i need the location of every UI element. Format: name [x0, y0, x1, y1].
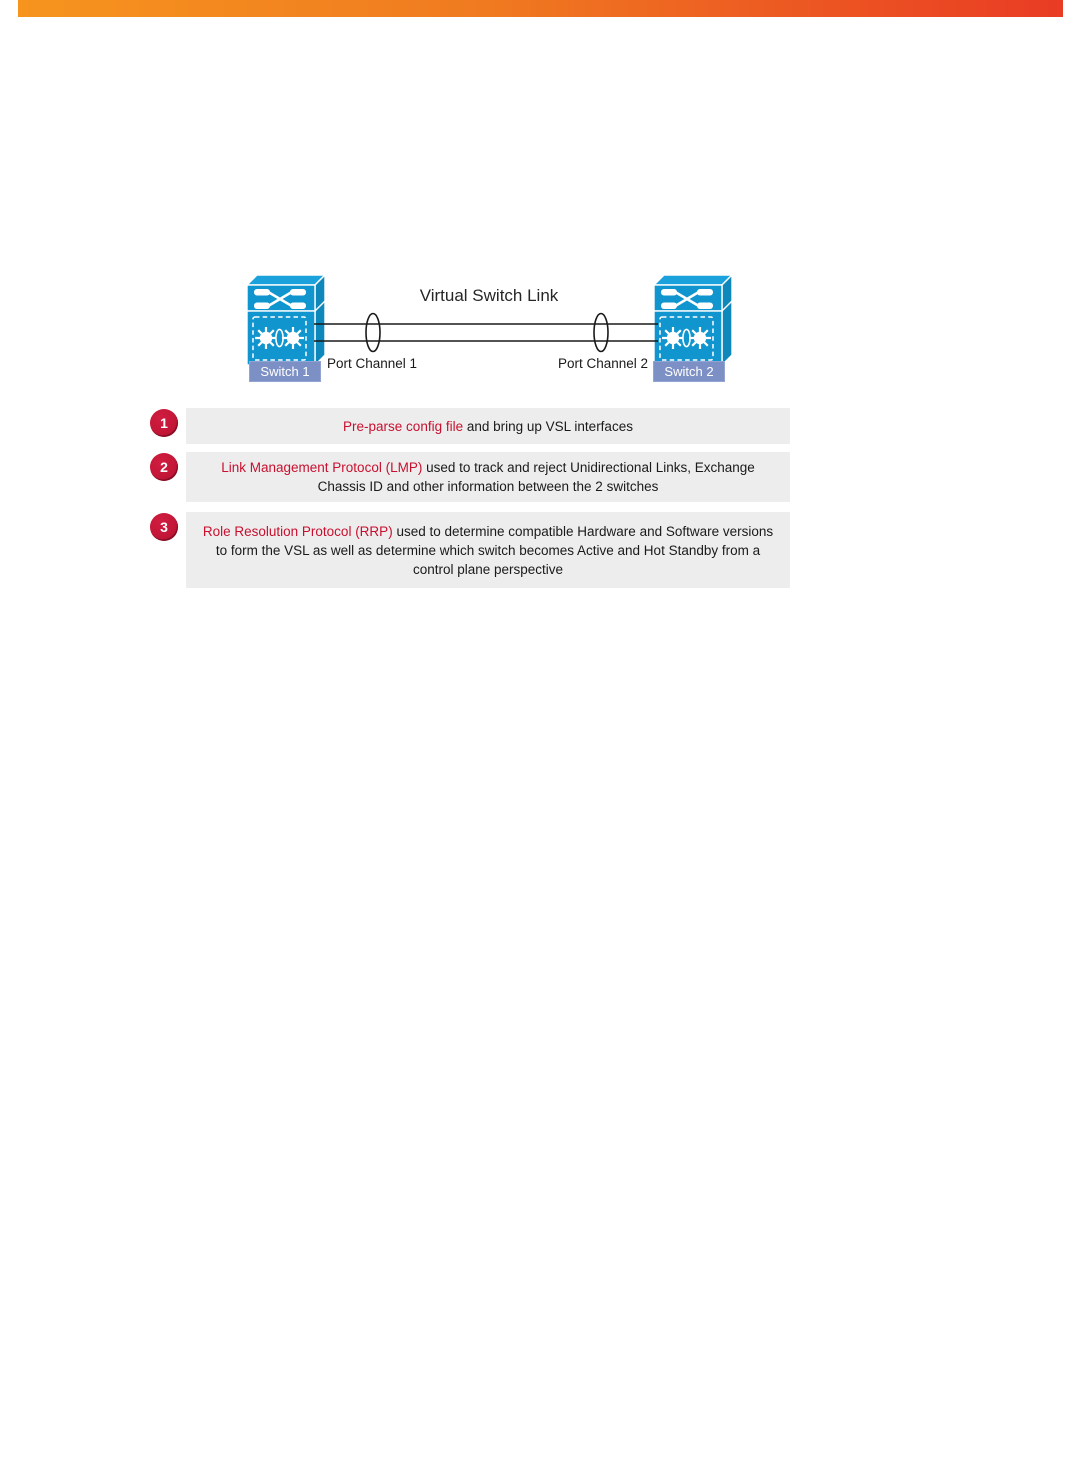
- step-2-highlight-text: Link Management Protocol (LMP): [221, 460, 423, 475]
- port-channel-2-ellipse-icon: [594, 314, 608, 352]
- step-3-rest-text: used to determine compatible Hardware and Software versions to form the VSL as well as determine which switch becomes Active and Hot Standby from a control plane perspective: [215, 523, 774, 577]
- port-channel-1-ellipse-icon: [366, 314, 380, 352]
- step-1-rest-text: and bring up VSL interfaces: [463, 418, 633, 434]
- step-1-description-box: [186, 408, 790, 444]
- step-1-text: [343, 417, 633, 436]
- switch-2-icon: [652, 273, 734, 368]
- top-gradient-bar: [18, 0, 1063, 17]
- step-1-highlight-text: Pre-parse config file: [343, 418, 464, 434]
- switch-1-name-badge: Switch 1: [249, 361, 321, 382]
- step-2-text: [198, 458, 778, 496]
- step-1-number-badge: 1: [150, 409, 178, 437]
- step-2-description-box: [186, 452, 790, 502]
- step-2-rest-text: used to track and reject Unidirectional Links, Exchange Chassis ID and other information between the 2 switches: [317, 460, 755, 494]
- port-channel-2-label: Port Channel 2: [557, 356, 648, 371]
- step-3-number-badge: 3: [150, 513, 178, 541]
- step-2-number-badge: 2: [150, 453, 178, 481]
- diagram-title: Virtual Switch Link: [419, 286, 559, 305]
- switch-2-name-badge: Switch 2: [653, 361, 725, 382]
- step-3-description-box: [186, 512, 790, 588]
- step-3-text: [198, 522, 778, 579]
- vsl-link-lines: [314, 310, 658, 356]
- step-3-highlight-text: Role Resolution Protocol (RRP): [202, 523, 393, 539]
- port-channel-1-label: Port Channel 1: [327, 356, 418, 371]
